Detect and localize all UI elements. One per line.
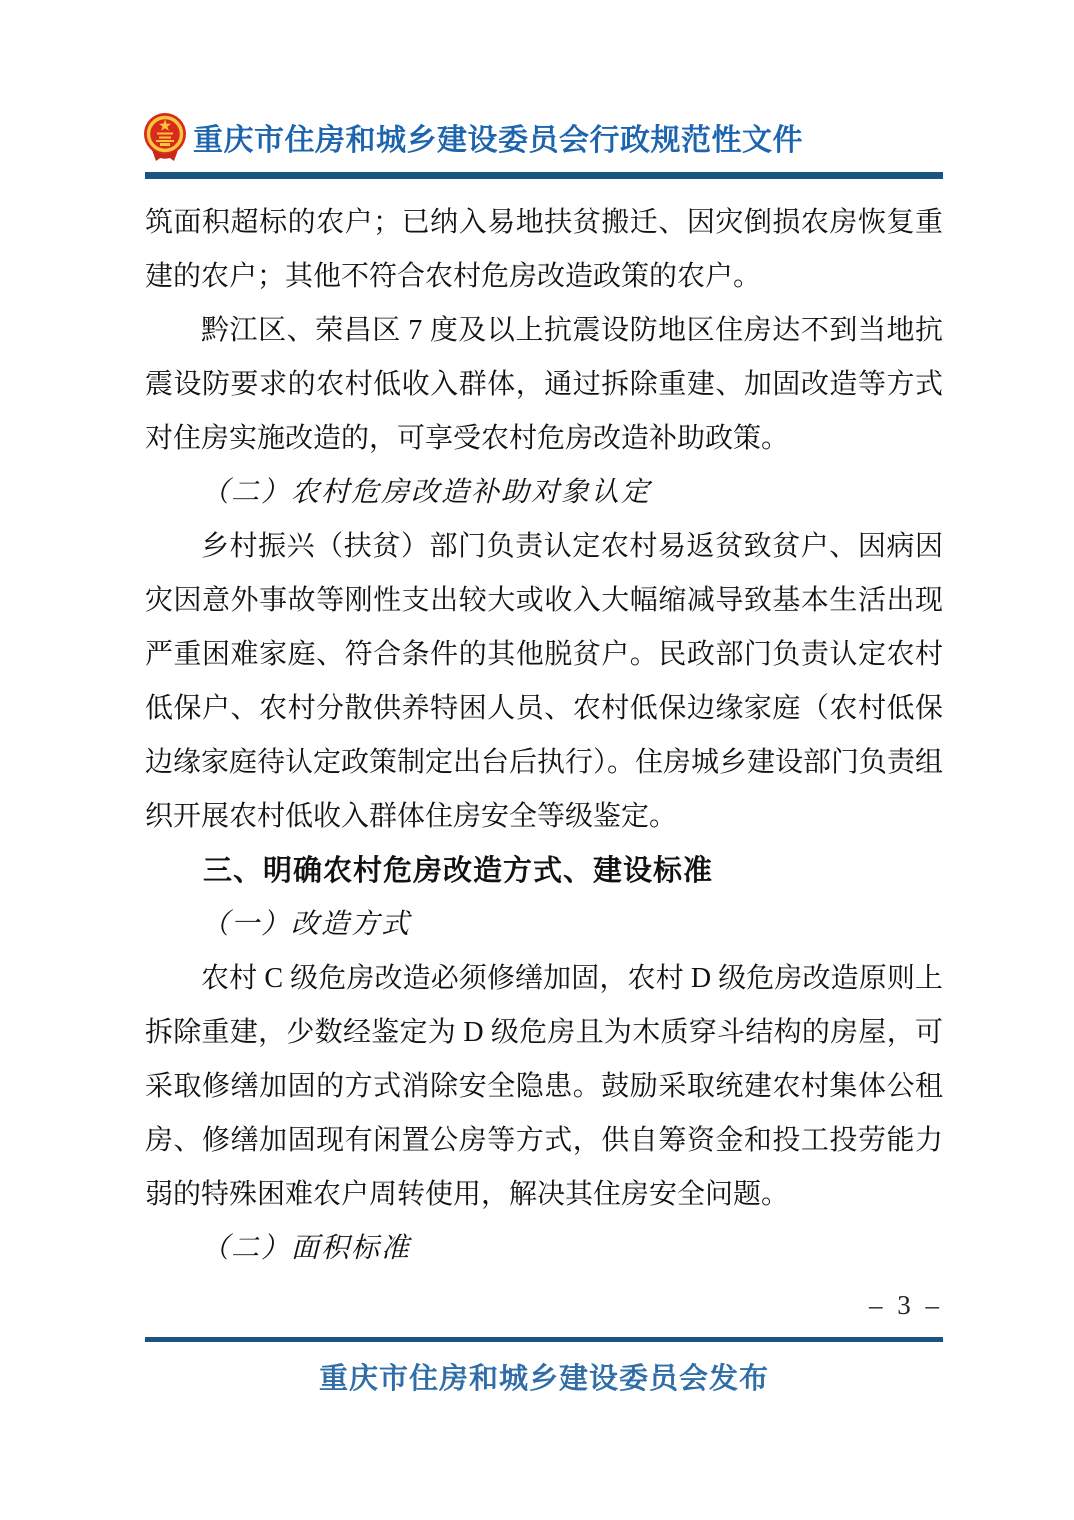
- document-header: [143, 112, 943, 162]
- document-footer-publisher: 重庆市住房和城乡建设委员会发布: [318, 1363, 769, 1395]
- body-paragraph: 黔江区、荣昌区 7 度及以上抗震设防地区住房达不到当地抗震设防要求的农村低收入群体，通过拆除重建、加固改造等方式对住房实施改造的，可享受农村危房改造补助政策。: [145, 315, 943, 454]
- page-number: – 3 –: [869, 1290, 943, 1320]
- body-paragraph: 乡村振兴（扶贫）部门负责认定农村易返贫致贫户、因病因灾因意外事故等刚性支出较大或收入大幅缩减导致基本生活出现严重困难家庭、符合条件的其他脱贫户。民政部门负责认定农村低保户、农村分散供养特困人员、农村低保边缘家庭（农村低保边缘家庭待认定政策制定出台后执行）。住房城乡建设部门负责组织开展农村低收入群体住房安全等级鉴定。: [145, 531, 944, 832]
- document-header-title: 重庆市住房和城乡建设委员会行政规范性文件: [193, 124, 803, 157]
- document-body: [145, 196, 943, 1276]
- footer-divider-line: [145, 1337, 943, 1342]
- body-paragraph-continuation: 筑面积超标的农户；已纳入易地扶贫搬迁、因灾倒损农房恢复重建的农户；其他不符合农村危房改造政策的农户。: [145, 207, 943, 292]
- section-heading: 三、明确农村危房改造方式、建设标准: [203, 855, 714, 887]
- body-paragraph: 农村 C 级危房改造必须修缮加固，农村 D 级危房改造原则上拆除重建，少数经鉴定为 D 级危房且为木质穿斗结构的房屋，可采取修缮加固的方式消除安全隐患。鼓励采取统建农村集体公租房、修缮加固现有闲置公房等方式，供自筹资金和投工投劳能力弱的特殊困难农户周转使用，解决其住房安全问题。: [145, 963, 943, 1210]
- subsection-heading: （二）农村危房改造补助对象认定: [201, 477, 652, 508]
- subsection-heading: （一）改造方式: [201, 909, 412, 940]
- subsection-heading: （二）面积标准: [201, 1233, 412, 1264]
- header-divider-line: [145, 172, 943, 179]
- national-emblem-icon: [143, 112, 187, 162]
